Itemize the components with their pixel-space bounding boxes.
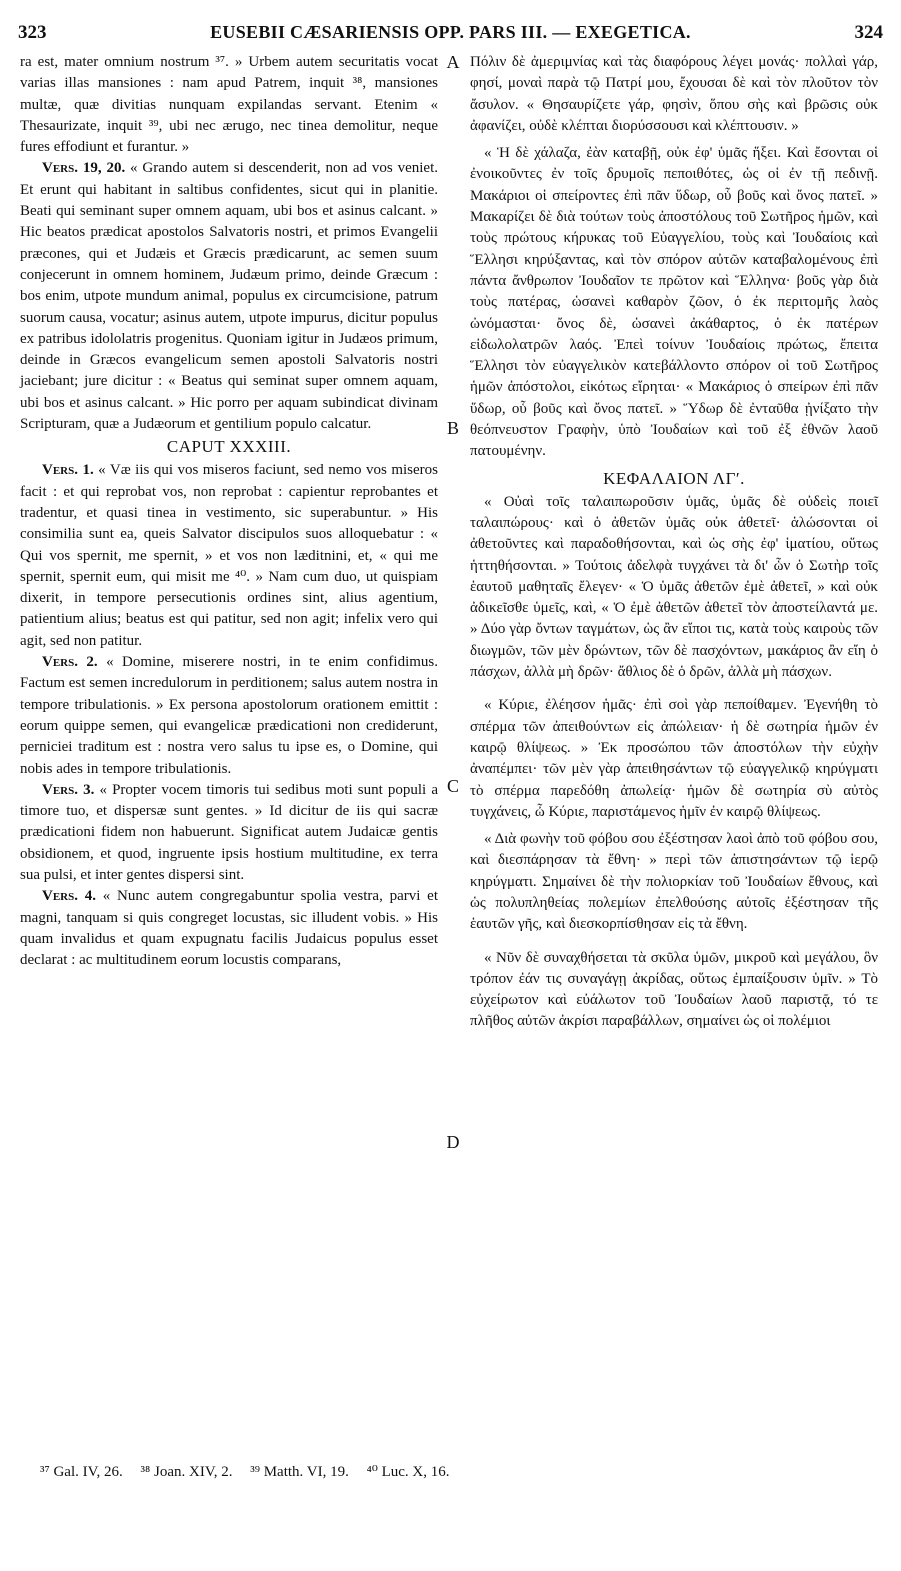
- latin-paragraph-2: [20, 158, 438, 435]
- greek-paragraph-4: « Κύριε, ἐλέησον ἡμᾶς· ἐπὶ σοὶ γὰρ πεποίθαμεν. Ἐγενήθη τὸ σπέρμα τῶν ἀπειθούντων εἰς ἀπώλειαν· ἡ δὲ σωτηρία ἡμῶν ἐν καιρῷ θλίψεως. » Ἐκ προσώπου τῶν ἀποστόλων τὴν εὐχὴν ἀναπέμπει· τῶν μὲν γὰρ ἀπειθησάντων τῷ εὐαγγελικῷ κηρύγματι τὸ σπέρμα παρεδόθη ἀπωλείᾳ· ἡμῶν δὲ σωτηρία σὺ αὐτὸς τυγχάνεις, ὦ Κύριε, παριστάμενος ἡμῖν ἐν καιρῷ θλίψεως.: [470, 697, 878, 820]
- greek-paragraph-3: « Οὐαὶ τοῖς ταλαιπωροῦσιν ὑμᾶς, ὑμᾶς δὲ οὐδεὶς ποιεῖ ταλαιπώρους· καὶ ὁ ἀθετῶν ὑμᾶς οὐκ ἀθετεῖ· ἁλώσονται οἱ ἀθετοῦντες καὶ παραδοθήσονται, καὶ ὡς σὴς ἐφ' ἱματίου, οὕτως ἡττηθήσονται. » Τούτοις ἀδελφὰ τυγχάνει τὰ δι' ὧν ὁ Σωτὴρ τοῖς ἑαυτοῦ μαθηταῖς ἔλεγεν· « Ὁ ὑμᾶς ἀθετῶν ἐμὲ ἀθετεῖ, » καὶ οὐκ ἀδικεῖσθε ὑμεῖς, καὶ, « Ὁ ἐμὲ ἀθετῶν ἀθετεῖ τὸν ἀποστείλαντά με. » Δύο γὰρ ὄντων ταγμάτων, ὡς ἂν εἴποι τις, κατὰ τοὺς καιροὺς τῶν διωγμῶν, τῶν μὲν δρώντων, τῶν δὲ πασχόντων, μακάριος ἂν εἴη ὁ πάσχων, ἀλλὰ μὴ δρῶν· ἄθλιος δὲ ὁ δρῶν, ἀλλὰ μὴ πάσχων.: [470, 493, 878, 681]
- latin-paragraph-4-text: « Domine, miserere nostri, in te enim confidimus. Factum est semen incredulorum in perditionem; salus autem nostra in tempore tribulationis. » Ex persona apostolorum orationem emittit : eorum quippe semen, qui evangelicæ prædicationi non crediderunt, perniciei traditum est : nostra vero salus tu ipse es, o Domine, qui nobis ades in tempore tribulationis.: [20, 654, 439, 777]
- section-marker-d: D: [446, 1132, 460, 1152]
- verse-label: Vers. 3.: [42, 781, 95, 798]
- greek-paragraph-2: « Ἡ δὲ χάλαζα, ἐὰν καταβῇ, οὐκ ἐφ' ὑμᾶς ἥξει. Καὶ ἔσονται οἱ ἐνοικοῦντες ἐν τοῖς δρυμοῖς πεποιθότες, ὡς οἱ ἐν τῇ πεδινῇ. Μακάριοι οἱ σπείροντες ἐπὶ πᾶν ὕδωρ, οὗ βοῦς καὶ ὄνος πατεῖ. » Μακαρίζει δὲ διὰ τούτων τοὺς ἀποστόλους τοῦ Σωτῆρος ἡμῶν, καὶ τοὺς πρώτους κήρυκας τοῦ Εὐαγγελίου, τοὺς καὶ Ἰουδαίοις καὶ Ἕλλησι κηρύξαντας, καὶ τὸν σπόρον αὐτῶν καταβαλομένους ἐπὶ πάντα ἄνθρωπον Ἰουδαῖον τε πρῶτον καὶ Ἕλληνα· βοῦς γὰρ διὰ τοὺς πατέρας, ὡσανεὶ καθαρὸν ζῶον, ὁ ἐκ περιτομῆς λαὸς ὠνόμασται· ὄνος δὲ, ὡσανεὶ ἀκάθαρτος, ὁ ἐκ πατέρων εἰδωλολατρῶν λαός. Ἐπεὶ τοίνυν Ἰουδαίοις πρώτως, ἔπειτα Ἕλλησι τὸν εὐαγγελικὸν κατεβάλλοντο σπόρον οἱ τοῦ Σωτῆρος ἡμῶν ἀπόστολοι, εἰκότως εἴρηται· « Μακάριος ὁ σπείρων ἐπὶ πᾶν ὕδωρ, οὗ βοῦς καὶ ὄνος πατεῖ. » Ὕδωρ δὲ ἐνταῦθα ᾐνίξατο τὴν θεόπνευστον Γραφὴν, ὑπὸ Ἰουδαίων καὶ τοῦ ἐξ ἐθνῶν λαοῦ πατουμένην.: [470, 145, 878, 460]
- section-marker-a: A: [446, 52, 460, 72]
- verse-label: Vers. 1.: [42, 462, 94, 479]
- footnote-37: ³⁷ Gal. IV, 26.: [40, 1464, 123, 1480]
- greek-paragraph-5: « Διὰ φωνὴν τοῦ φόβου σου ἐξέστησαν λαοὶ ἀπὸ τοῦ φόβου σου, καὶ διεσπάρησαν τὰ ἔθνη· » περὶ τῶν ἀπιστησάντων τῷ ἱερῷ κηρύγματι. Σημαίνει δὲ τὴν πολιορκίαν τοῦ Ἰουδαίων ἔθνους, καὶ ὡς πολυπληθείας πολεμίων ἐπελθούσης αὐτοῖς ἐξέστησαν τῆς ἑαυτῶν γῆς, καὶ διεσκορπίσθησαν εἰς τὰ ἔθνη.: [470, 831, 878, 933]
- latin-paragraph-2-text: « Grando autem si descenderit, non ad vos veniet. Et erunt qui habitant in saltibus confidentes, sicut qui in planitie. Beati qui seminant super omnem aquam, ubi bos et asinus calcant. » Hic beatos prædicat apostolos Salvatoris nostri, et primos Evangelii præcones, qui et Judæis et Græcis prædicarunt, ac semen suum conjecerunt in omnem hominem, Judæum primo, deinde Græcum : bos enim, utpote mundum animal, populus ex circumcisione, patrum suorum causa, vocatur; asinus autem, utpote impurus, dicitur populus ex patribus idololatris progenitus. Quoniam igitur in Judæos primum, deinde in Græcos evangelicum semen apostoli Salvatoris nostri jaciebant; jure dicitur : « Beatus qui seminat super omnem aquam, ubi bos et asinus calcant. » Hic porro per aquam subindicat divinam Scripturam, quæ a Judæorum et gentilium populo calcatur.: [20, 160, 438, 433]
- footnote-39: ³⁹ Matth. VI, 19.: [250, 1464, 349, 1480]
- footnote-38: ³⁸ Joan. XIV, 2.: [140, 1464, 233, 1480]
- section-marker-b: B: [446, 418, 459, 438]
- section-markers: [441, 52, 465, 1202]
- greek-paragraph-6: « Νῦν δὲ συναχθήσεται τὰ σκῦλα ὑμῶν, μικροῦ καὶ μεγάλου, ὃν τρόπον ἐάν τις συναγάγῃ ἀκρίδας, οὕτως ἐμπαίξουσιν ὑμῖν. » Τὸ εὐχείρωτον καὶ εὐάλωτον τοῦ Ἰουδαίων λαοῦ παριστᾷ, τό τε πλῆθος αὐτῶν ἀκρίσι παραβάλλων, σημαίνει ὡς οἱ πολέμιοι: [470, 949, 878, 1030]
- section-marker-c: C: [446, 776, 459, 796]
- latin-paragraph-6-text: « Nunc autem congregabuntur spolia vestra, parvi et magni, tanquam si quis congreget locustas, sic illudent vobis. » His quam invalidus et quam expugnatu facilis Judaicus populus esset declarat : ac multitudinem eorum locustis comparans,: [20, 888, 439, 969]
- latin-paragraph-3: [20, 460, 438, 652]
- page-number-left: 323: [18, 22, 47, 43]
- chapter-heading-latin: CAPUT XXXIII.: [166, 437, 292, 457]
- verse-label: Vers. 19, 20.: [42, 160, 126, 177]
- chapter-heading-greek: ΚΕΦΑΛΑΙΟΝ ΛΓʹ.: [603, 468, 745, 488]
- footnote-40: ⁴⁰ Luc. X, 16.: [366, 1464, 450, 1480]
- footnotes: [40, 1462, 464, 1481]
- greek-column: [470, 52, 878, 1039]
- verse-label: Vers. 2.: [42, 654, 98, 671]
- latin-column: [20, 52, 438, 971]
- verse-label: Vers. 4.: [42, 888, 97, 905]
- latin-paragraph-5: [20, 780, 438, 886]
- latin-paragraph-1: ra est, mater omnium nostrum ³⁷. » Urbem autem securitatis vocat varias illas mansiones : nam apud Patrem, inquit ³⁸, mansiones multæ, quæ divitias nunquam expilandas servant. Etenim « Thesaurizate, inquit ³⁹, ubi nec ærugo, nec tinea demolitur, neque fures effodiunt et furantur. »: [20, 54, 438, 156]
- page-number-right: 324: [854, 22, 883, 43]
- latin-paragraph-3-text: « Væ iis qui vos miseros faciunt, sed nemo vos miseros facit : et qui reprobat vos, non reprobat : capientur reprobantes et tradentur, et quasi tinea in vestimento, sic superabuntur. » His consimilia sunt ea, queis Salvator discipulos suos alloquebatur : « Qui vos spernit, me spernit, » et vos non læditnini, et, « qui me spernit, spernit eum, qui misit me ⁴⁰. » Nam cum duo, ut quispiam dixerit, in tempore persecutionis ordines sint, alius agentium, patientium alius; beatus est qui patitur, sed non agit; infelix vero qui agit, sed non patitur.: [20, 462, 438, 649]
- latin-paragraph-4: [20, 652, 438, 780]
- running-title: EUSEBII CÆSARIENSIS OPP. PARS III. — EXEGETICA.: [210, 22, 691, 42]
- latin-paragraph-6: [20, 886, 438, 971]
- latin-paragraph-5-text: « Propter vocem timoris tui sedibus moti sunt populi a timore tuo, et dispersæ sunt gentes. » Id dicitur de iis qui sacræ prædicationi fidem non habuerunt. Significat autem Judaicæ gentis obsidionem, et quod, ingruente ipsis hostium multitudine, ex terra sua pulsi, et inter gentes dispersi sint.: [20, 781, 439, 883]
- page-header: [18, 22, 883, 48]
- greek-paragraph-1: Πόλιν δὲ ἀμεριμνίας καὶ τὰς διαφόρους λέγει μονάς· πολλαὶ γάρ, φησί, μοναὶ παρὰ τῷ Πατρί μου, ἔχουσαι δὲ καὶ τὸν πλοῦτον τὸν ἄσυλον. « Θησαυρίζετε γάρ, φησὶν, ὅπου σὴς καὶ βρῶσις οὐκ ἀφανίζει, οὐδὲ κλέπται διορύσσουσι καὶ κλέπτουσιν. »: [470, 54, 878, 134]
